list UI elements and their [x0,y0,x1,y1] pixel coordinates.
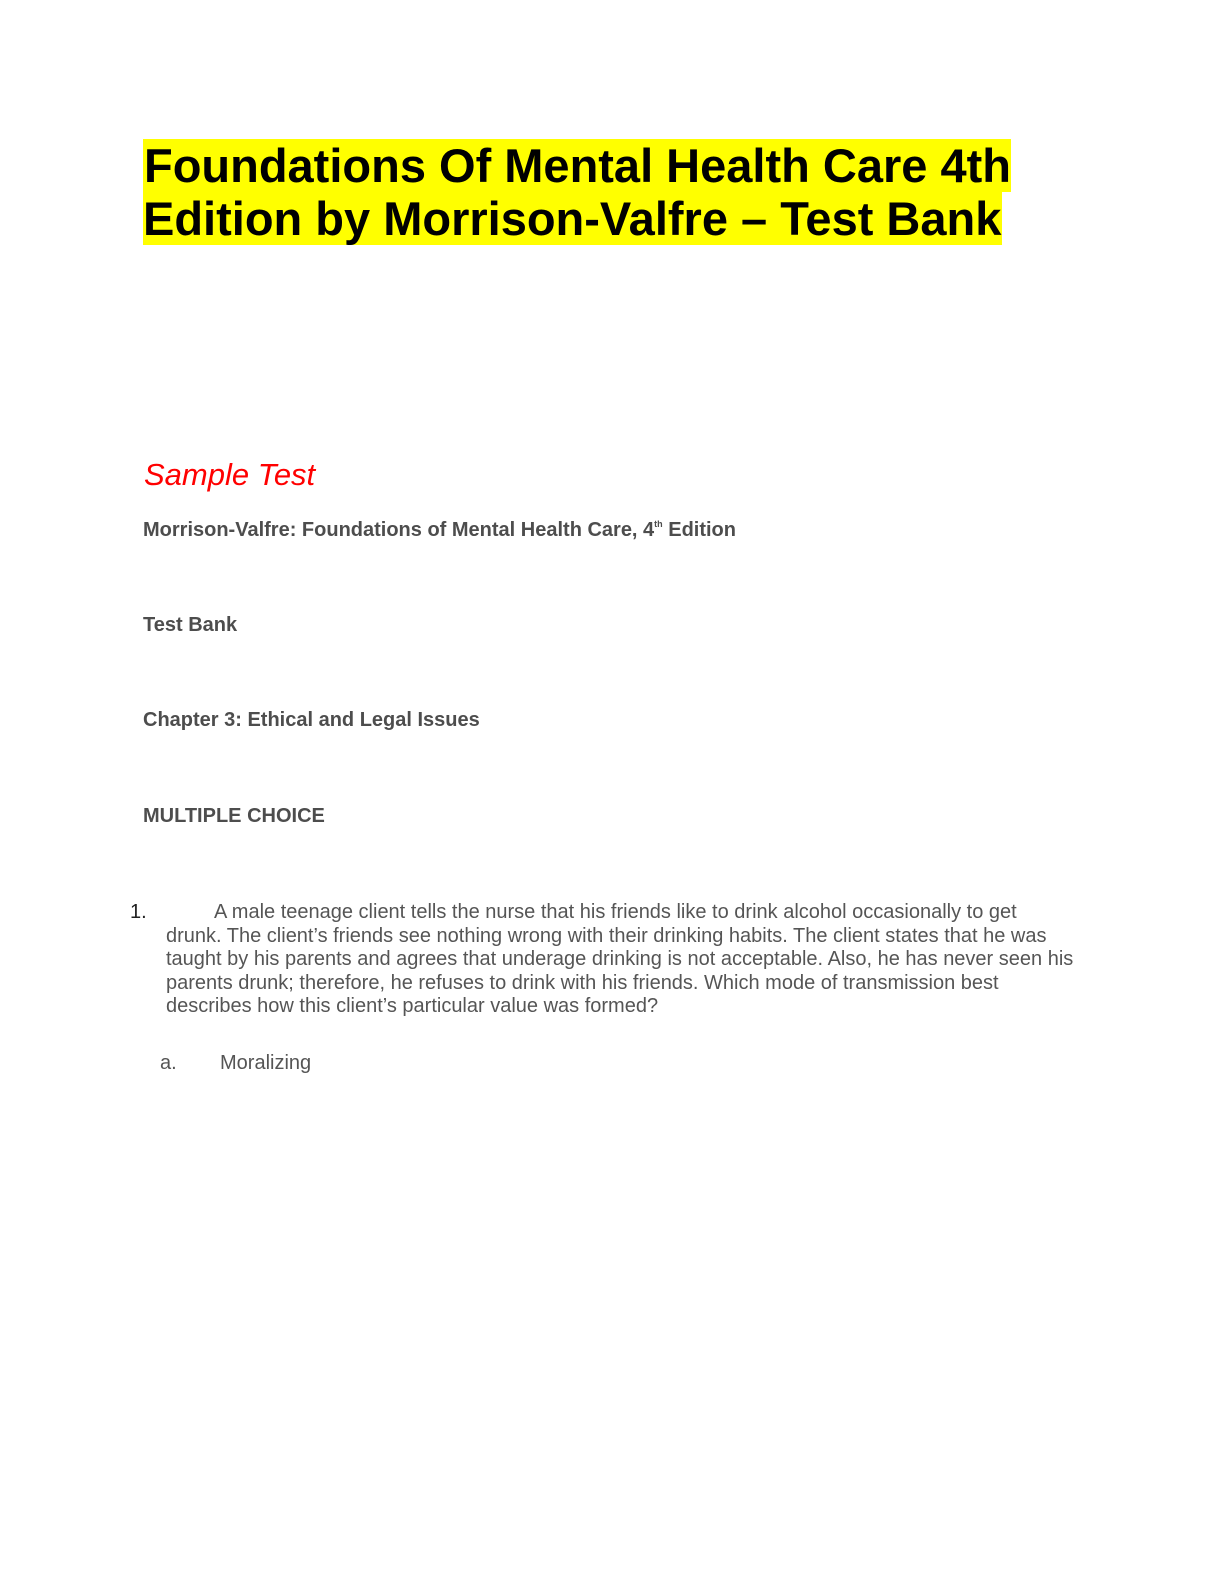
question-text: A male teenage client tells the nurse that his friends like to drink alcohol occasionally to get drunk. The client’s friends see nothing wrong with their drinking habits. The client states that he was taught by his parents and agrees that underage drinking is not acceptable. Also, he has never seen his parents drunk; therefore, he refuses to drink with his friends. Which mode of transmission best describes how this client’s particular value was formed? [166,901,1074,1018]
book-line-superscript: th [654,519,663,529]
option-text: Moralizing [220,1052,312,1074]
page-title [143,139,1043,245]
title-highlight: Foundations Of Mental Health Care 4th Edition by Morrison-Valfre – Test Bank [143,139,1011,245]
test-bank-label: Test Bank [143,614,238,636]
question-item [130,901,1076,1019]
question-number: 1. [130,901,147,923]
book-line-prefix: Morrison-Valfre: Foundations of Mental Health Care, 4 [143,519,655,541]
answer-option [160,1051,311,1075]
option-letter: a. [160,1052,177,1074]
sample-test-label: Sample Test [144,457,316,492]
section-heading: MULTIPLE CHOICE [143,805,325,827]
book-edition-line [143,518,736,542]
book-line-suffix: Edition [662,519,736,541]
chapter-heading: Chapter 3: Ethical and Legal Issues [143,709,480,731]
